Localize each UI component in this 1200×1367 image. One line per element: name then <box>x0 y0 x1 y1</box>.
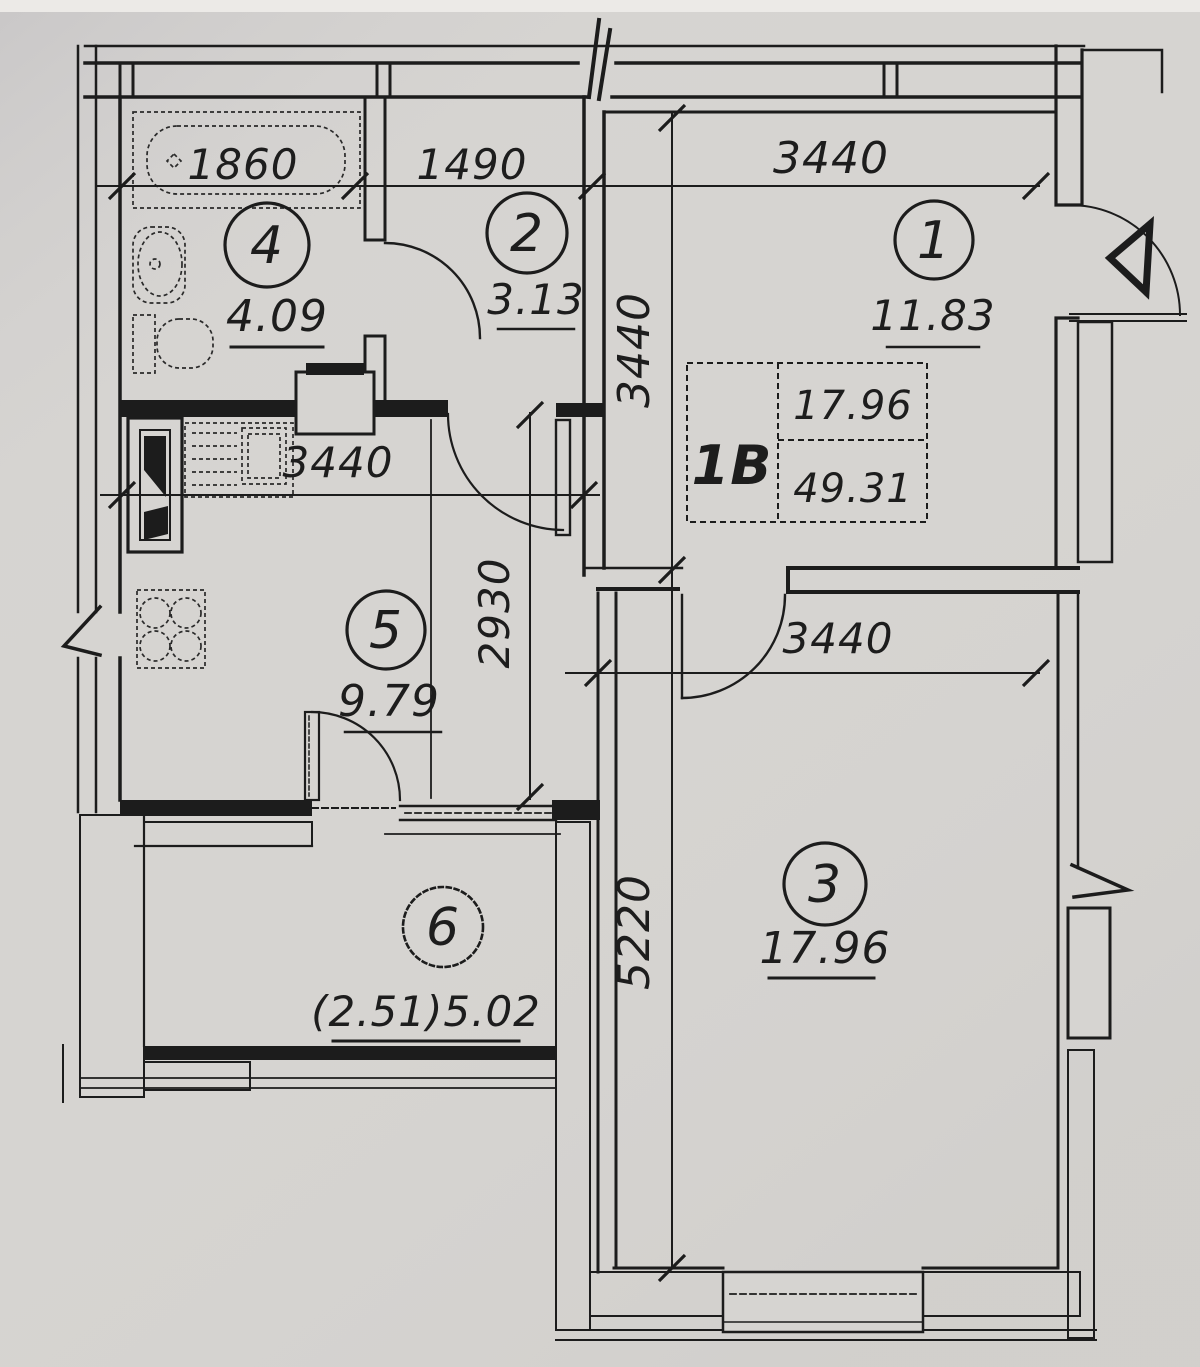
scan-edge <box>0 0 1200 12</box>
room5-number: 5 <box>368 601 404 661</box>
washer-box <box>296 372 374 434</box>
room4-number: 4 <box>249 216 285 276</box>
room5-area: 9.79 <box>338 676 440 727</box>
dim-room3-depth: 5220 <box>609 874 660 990</box>
kitchen-door-wall-stub <box>556 403 604 417</box>
balcony-door-leaf <box>305 712 319 800</box>
room1-window-bay <box>1078 322 1112 562</box>
dim-room1-depth: 3440 <box>609 292 660 408</box>
balcony-parapet-bar <box>144 1046 556 1060</box>
room6-area: (2.51)5.02 <box>311 987 541 1036</box>
room1-area: 11.83 <box>870 291 996 340</box>
dim-room3-width: 3440 <box>782 614 894 663</box>
kitchen-bottom-wall <box>120 800 312 816</box>
unit-total-area: 49.31 <box>793 466 913 512</box>
unit-label: 1B <box>691 434 773 497</box>
dim-kitchen-width: 3440 <box>282 438 394 487</box>
room3-right-window <box>1068 908 1110 1038</box>
washer-top-bar <box>306 363 364 375</box>
room6-number: 6 <box>425 898 461 958</box>
room1-number: 1 <box>916 211 952 271</box>
room2-number: 2 <box>509 204 545 264</box>
dim-kitchen-depth: 2930 <box>470 557 519 669</box>
room4-area: 4.09 <box>226 291 328 342</box>
room3-number: 3 <box>807 855 843 915</box>
bathroom-bottom-wall <box>120 400 448 417</box>
dim-hall-width: 1490 <box>416 140 528 189</box>
dim-room1-width: 3440 <box>773 133 889 184</box>
room3-area: 17.96 <box>759 923 891 974</box>
dim-bath-width: 1860 <box>187 140 299 189</box>
unit-living-area: 17.96 <box>793 383 913 429</box>
room3-bottom-window <box>723 1272 923 1332</box>
room2-area: 3.13 <box>487 275 585 324</box>
kitchen-bottom-wall-right <box>552 800 600 820</box>
